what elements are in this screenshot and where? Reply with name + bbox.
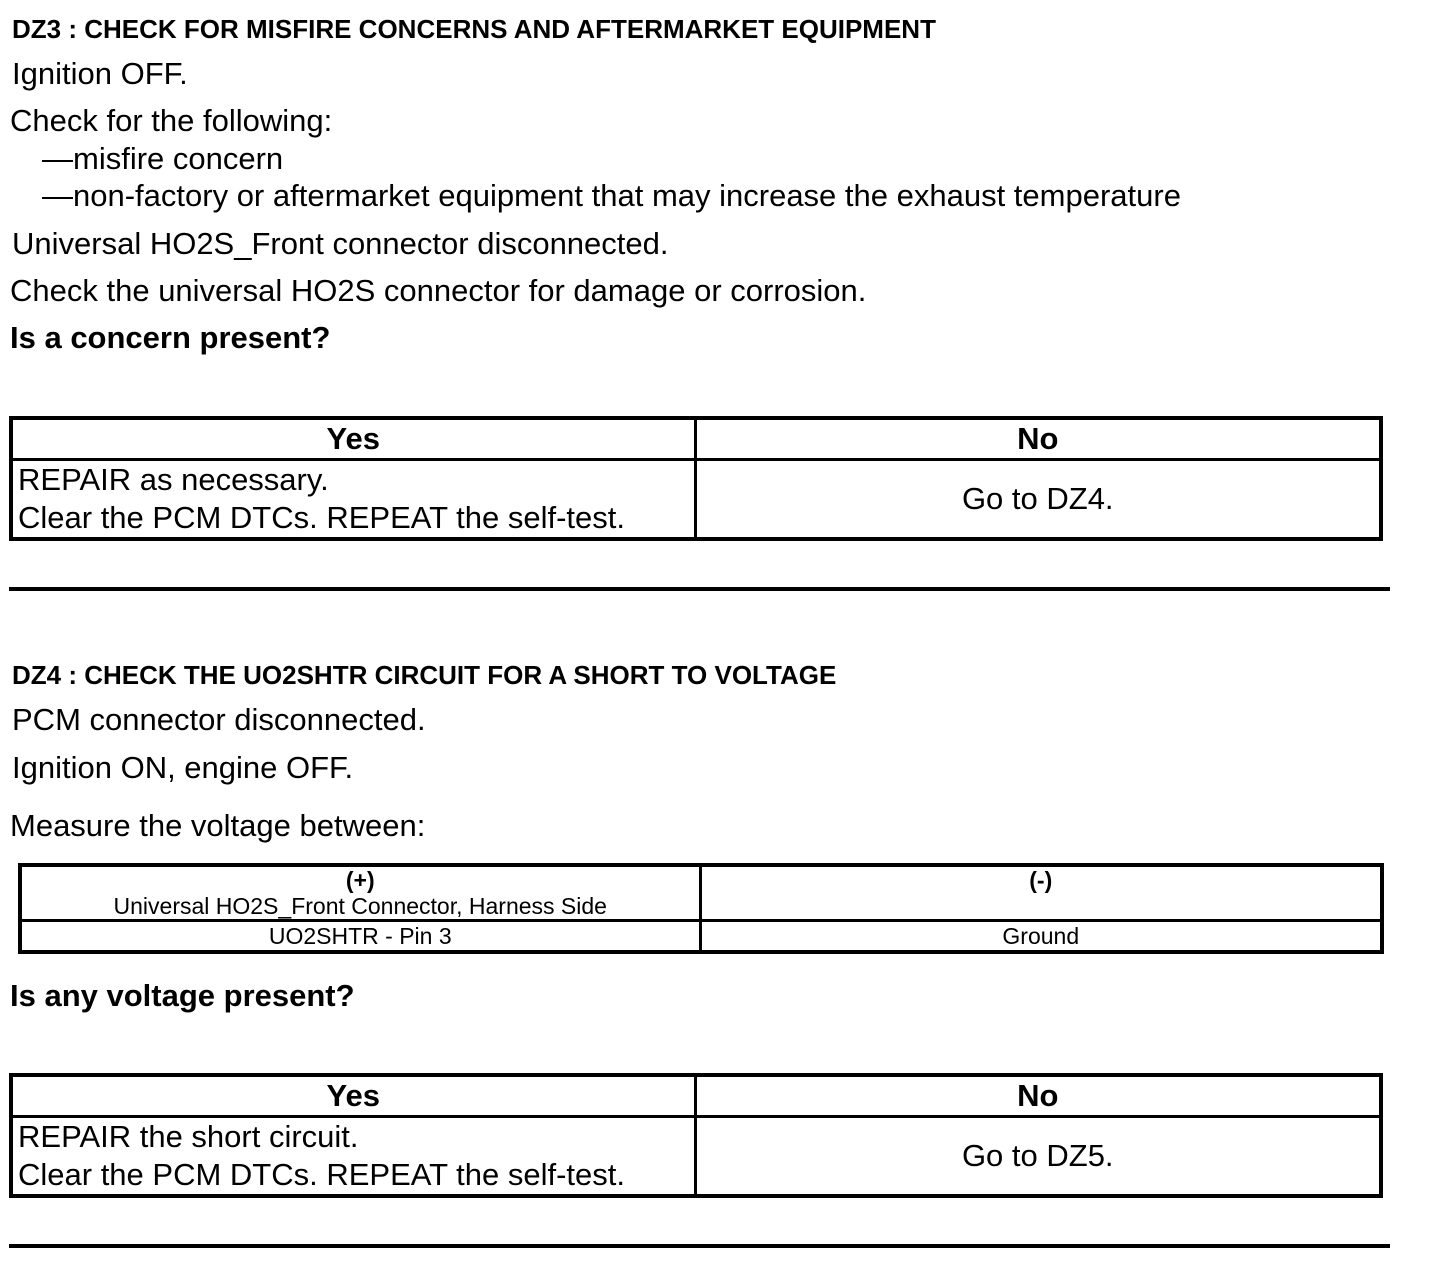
dz3-connector-line: Universal HO2S_Front connector disconnected. [12, 226, 669, 261]
dz4-title: DZ4 : CHECK THE UO2SHTR CIRCUIT FOR A SHORT TO VOLTAGE [12, 660, 837, 690]
measure-neg-header: (-) [1029, 867, 1053, 893]
dz4-no-cell: Go to DZ5. [695, 1117, 1381, 1197]
dz4-decision-table [9, 1073, 1383, 1198]
dz3-bullet-misfire: —misfire concern [42, 141, 284, 176]
dz3-yes-line-2: Clear the PCM DTCs. REPEAT the self-test. [18, 500, 625, 535]
section-divider-1 [9, 587, 1390, 591]
dz4-no-header: No [695, 1075, 1381, 1117]
dz3-decision-table [9, 416, 1383, 541]
dz4-measure-table [18, 863, 1384, 954]
measure-pos-header-cell [20, 865, 700, 921]
dz3-title: DZ3 : CHECK FOR MISFIRE CONCERNS AND AFTERMARKET EQUIPMENT [12, 14, 936, 44]
dz4-ignition-line: Ignition ON, engine OFF. [12, 750, 354, 785]
dz3-question: Is a concern present? [10, 320, 331, 355]
dz3-no-cell: Go to DZ4. [695, 460, 1381, 540]
dz4-yes-cell [11, 1117, 695, 1197]
dz3-yes-header: Yes [11, 418, 695, 460]
dz4-yes-line-1: REPAIR the short circuit. [18, 1119, 359, 1154]
measure-pos-value: UO2SHTR - Pin 3 [20, 921, 700, 953]
dz3-no-header: No [695, 418, 1381, 460]
dz4-yes-header: Yes [11, 1075, 695, 1117]
dz4-measure-line: Measure the voltage between: [10, 808, 426, 843]
dz3-ignition-line: Ignition OFF. [12, 56, 188, 91]
measure-neg-value: Ground [700, 921, 1382, 953]
section-divider-2 [9, 1244, 1390, 1248]
dz3-check-line: Check for the following: [10, 103, 333, 138]
dz4-question: Is any voltage present? [10, 978, 355, 1013]
dz3-yes-cell [11, 460, 695, 540]
dz4-yes-line-2: Clear the PCM DTCs. REPEAT the self-test. [18, 1157, 625, 1192]
dz3-yes-line-1: REPAIR as necessary. [18, 462, 329, 497]
measure-pos-subheader: Universal HO2S_Front Connector, Harness Side [113, 893, 607, 919]
dz3-inspect-line: Check the universal HO2S connector for damage or corrosion. [10, 273, 867, 308]
dz4-pcm-line: PCM connector disconnected. [12, 702, 426, 737]
dz3-bullet-aftermarket: —non-factory or aftermarket equipment that may increase the exhaust temperature [42, 178, 1181, 213]
measure-pos-header: (+) [345, 867, 375, 893]
measure-neg-header-cell [700, 865, 1382, 921]
